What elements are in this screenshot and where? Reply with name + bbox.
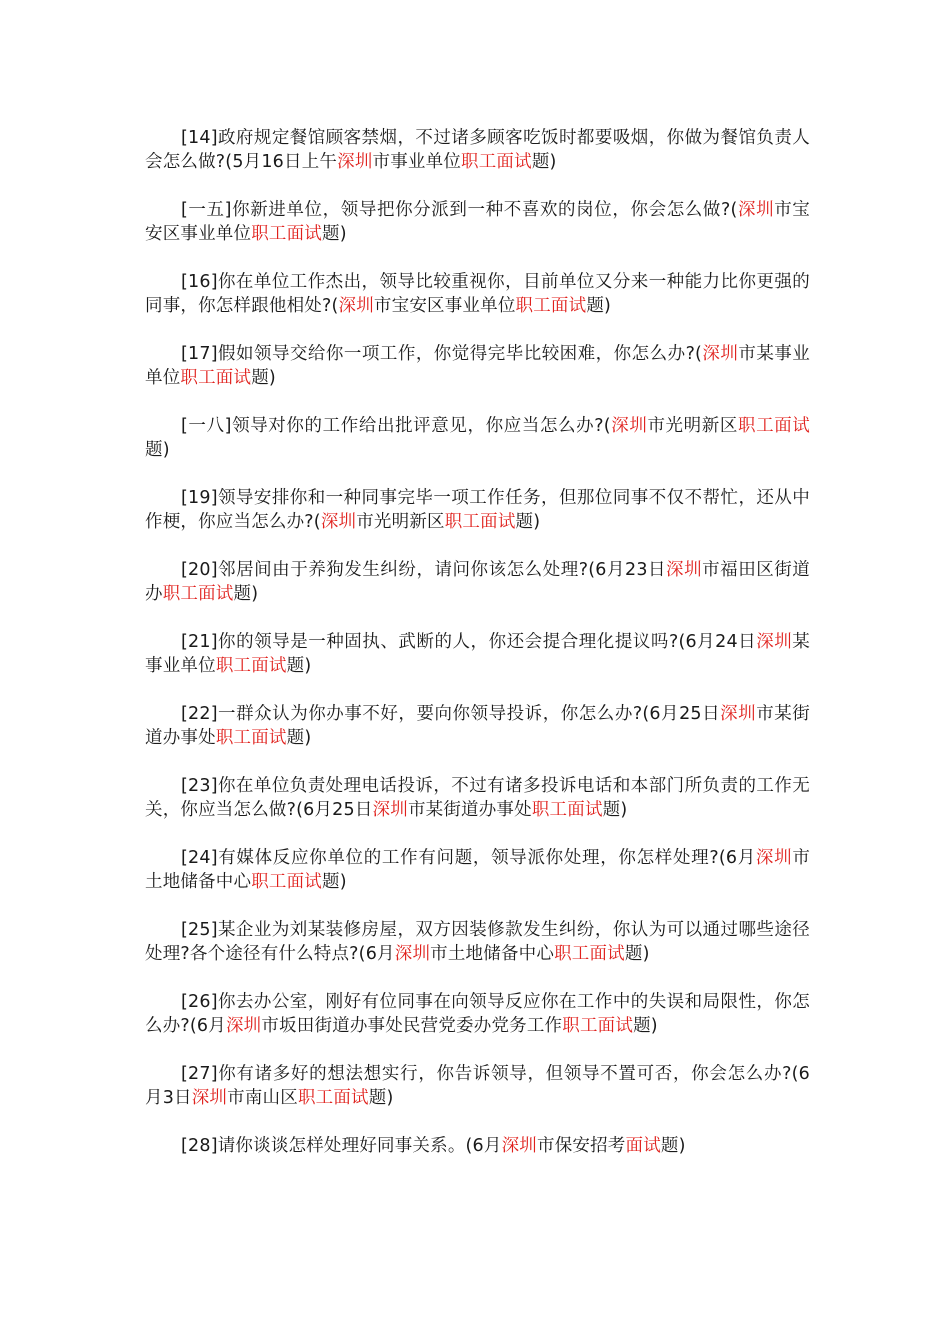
question-item	[145, 558, 810, 606]
highlighted-keyword: 职工面试	[531, 800, 603, 820]
question-text: 市宝安区事业单位	[373, 296, 516, 316]
highlighted-keyword: 深圳	[720, 704, 757, 724]
question-text: 题)	[624, 944, 650, 964]
question-item	[145, 702, 810, 750]
highlighted-keyword: 深圳	[372, 800, 408, 820]
highlighted-keyword: 深圳	[191, 1088, 228, 1108]
question-text: 市坂田街道办事处民营党委办党务工作	[261, 1016, 563, 1036]
highlighted-keyword: 深圳	[737, 200, 775, 220]
question-item	[145, 486, 810, 534]
question-item	[145, 126, 810, 174]
question-text: 题)	[286, 728, 312, 748]
highlighted-keyword: 职工面试	[554, 944, 625, 964]
question-list	[145, 126, 810, 1182]
question-text: 市福田区街道办	[145, 560, 811, 604]
question-text: [25]某企业为刘某装修房屋，双方因装修款发生纠纷，你认为可以通过哪些途径处理?各个途径有什么特点?(6月	[145, 920, 810, 964]
question-text: 市土地储备中心	[430, 944, 555, 964]
highlighted-keyword: 职工面试	[251, 224, 323, 244]
question-text: 市南山区	[227, 1088, 298, 1108]
question-item	[145, 846, 810, 894]
question-item	[145, 198, 810, 246]
question-item	[145, 630, 810, 678]
question-text: 题)	[368, 1088, 394, 1108]
question-item	[145, 414, 810, 462]
question-text: 市光明新区	[356, 512, 445, 532]
question-text: [27]你有诸多好的想法想实行，你告诉领导，但领导不置可否，你会怎么办?(6月3日	[145, 1064, 810, 1108]
highlighted-keyword: 深圳	[755, 848, 793, 868]
question-text: 题)	[633, 1016, 658, 1036]
highlighted-keyword: 职工面试	[162, 584, 234, 604]
question-text: 题)	[233, 584, 259, 604]
question-item	[145, 270, 810, 318]
highlighted-keyword: 职工面试	[215, 728, 287, 748]
question-text: [24]有媒体反应你单位的工作有问题，领导派你处理，你怎样处理?(6月	[181, 848, 756, 868]
highlighted-keyword: 面试	[625, 1136, 661, 1156]
highlighted-keyword: 职工面试	[251, 872, 323, 892]
question-text: 市宝安区事业单位	[145, 200, 810, 244]
question-text: 市某事业单位	[145, 344, 810, 388]
question-text: [14]政府规定餐馆顾客禁烟，不过诸多顾客吃饭时都要吸烟，你做为餐馆负责人会怎么做?(5月16日上午	[145, 128, 810, 172]
question-text: 题)	[145, 440, 170, 460]
question-text: [20]邻居间由于养狗发生纠纷，请问你该怎么处理?(6月23日	[181, 560, 667, 580]
question-text: [28]请你谈谈怎样处理好同事关系。(6月	[181, 1136, 502, 1156]
question-text: 某事业单位	[145, 632, 810, 676]
question-item	[145, 990, 810, 1038]
highlighted-keyword: 深圳	[501, 1136, 537, 1156]
highlighted-keyword: 职工面试	[297, 1088, 369, 1108]
highlighted-keyword: 深圳	[756, 632, 793, 652]
question-text: 市保安招考	[537, 1136, 626, 1156]
question-item	[145, 342, 810, 390]
question-text: [一八]领导对你的工作给出批评意见，你应当怎么办?(	[181, 416, 611, 436]
highlighted-keyword: 职工面试	[461, 152, 532, 172]
highlighted-keyword: 职工面试	[562, 1016, 634, 1036]
question-text: 题)	[515, 512, 541, 532]
highlighted-keyword: 深圳	[610, 416, 648, 436]
highlighted-keyword: 职工面试	[180, 368, 252, 388]
question-text: [16]你在单位工作杰出，领导比较重视你，目前单位又分来一种能力比你更强的同事，你怎样跟他相处?(	[145, 272, 810, 316]
highlighted-keyword: 职工面试	[215, 656, 287, 676]
question-text: 题)	[286, 656, 312, 676]
highlighted-keyword: 深圳	[702, 344, 739, 364]
question-text: 题)	[251, 368, 276, 388]
highlighted-keyword: 深圳	[394, 944, 431, 964]
question-text: [22]一群众认为你办事不好，要向你领导投诉，你怎么办?(6月25日	[181, 704, 721, 724]
highlighted-keyword: 深圳	[337, 152, 373, 172]
question-text: [17]假如领导交给你一项工作，你觉得完毕比较困难，你怎么办?(	[181, 344, 703, 364]
highlighted-keyword: 职工面试	[444, 512, 516, 532]
question-text: 题)	[322, 224, 347, 244]
question-item	[145, 918, 810, 966]
question-text: 题)	[531, 152, 557, 172]
highlighted-keyword: 职工面试	[737, 416, 811, 436]
question-item	[145, 774, 810, 822]
highlighted-keyword: 深圳	[338, 296, 374, 316]
question-text: 市事业单位	[372, 152, 462, 172]
question-text: 题)	[586, 296, 612, 316]
question-text: [一五]你新进单位，领导把你分派到一种不喜欢的岗位，你会怎么做?(	[181, 200, 738, 220]
question-text: 题)	[660, 1136, 686, 1156]
highlighted-keyword: 职工面试	[515, 296, 587, 316]
question-item	[145, 1134, 810, 1158]
highlighted-keyword: 深圳	[225, 1016, 262, 1036]
question-text: 题)	[322, 872, 347, 892]
question-text: [19]领导安排你和一种同事完毕一项工作任务，但那位同事不仅不帮忙，还从中作梗，你应当怎么办?(	[145, 488, 810, 532]
question-text: 市某街道办事处	[145, 704, 810, 748]
question-text: 市光明新区	[647, 416, 738, 436]
question-text: [26]你去办公室，刚好有位同事在向领导反应你在工作中的失误和局限性，你怎么办?(6月	[145, 992, 810, 1036]
highlighted-keyword: 深圳	[320, 512, 357, 532]
question-text: [23]你在单位负责处理电话投诉，不过有诸多投诉电话和本部门所负责的工作无关，你应当怎么做?(6月25日	[145, 776, 810, 820]
question-text: [21]你的领导是一种固执、武断的人，你还会提合理化提议吗?(6月24日	[181, 632, 757, 652]
highlighted-keyword: 深圳	[666, 560, 703, 580]
question-item	[145, 1062, 810, 1110]
question-text: 市土地储备中心	[145, 848, 811, 892]
question-text: 市某街道办事处	[407, 800, 532, 820]
question-text: 题)	[602, 800, 628, 820]
